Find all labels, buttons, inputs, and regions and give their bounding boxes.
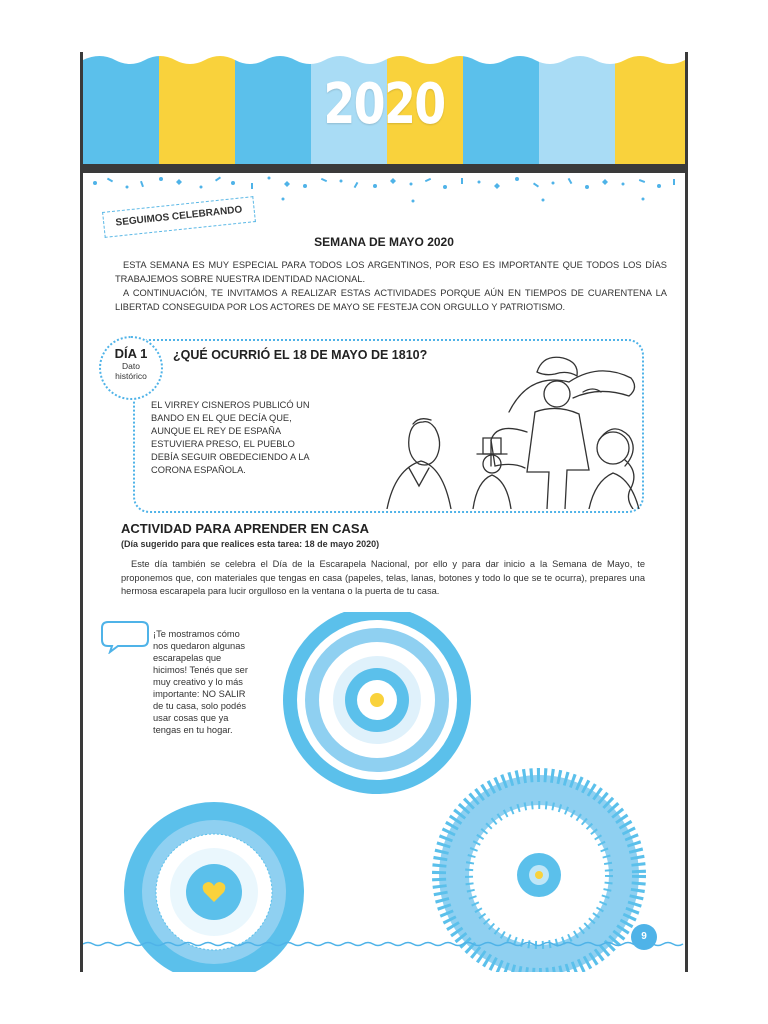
document-page xyxy=(80,52,688,972)
activity-text: Este día también se celebra el Día de la Escarapela Nacional, por ello y para dar inicio a la Semana de Mayo, te proponemos que, con materiales que tengas en casa (papeles, telas, lanas, botones y todo lo que se te ocurra), prepares una hermosa escarapela para lucir orgulloso en la ventana o la puerta de tu casa. xyxy=(121,559,645,596)
rosette-photos xyxy=(83,612,685,972)
activity-title: ACTIVIDAD PARA APRENDER EN CASA xyxy=(121,521,369,536)
banner-divider xyxy=(83,164,685,173)
bottom-wave-line xyxy=(83,941,685,947)
day-sub-2: histórico xyxy=(115,371,147,381)
rosette-note: ¡Te mostramos cómo nos quedaron algunas escarapelas que hicimos! Tenés que ser muy creativo y lo más importante: NO SALIR de tu casa, solo podés usar cosas que ya tengas en tu hogar. xyxy=(153,629,248,735)
page-number: 9 xyxy=(631,924,657,950)
intro-paragraph-1: ESTA SEMANA ES MUY ESPECIAL PARA TODOS LOS ARGENTINOS, POR ESO ES IMPORTANTE QUE TODOS LOS DÍAS TRABAJEMOS SOBRE NUESTRA IDENTIDAD NACIONAL. xyxy=(115,260,667,284)
section-ribbon: SEGUIMOS CELEBRANDO xyxy=(102,196,256,238)
historical-fact-text: EL VIRREY CISNEROS PUBLICÓ UN BANDO EN EL QUE DECÍA QUE, AUNQUE EL REY DE ESPAÑA ESTUVIERA PRESO, EL PUEBLO DEBÍA SEGUIR OBEDECIENDO A LA CORONA ESPAÑOLA. xyxy=(151,400,310,475)
historical-question: ¿QUÉ OCURRIÓ EL 18 DE MAYO DE 1810? xyxy=(173,348,428,362)
header-banner xyxy=(83,52,685,164)
rosette-top-icon xyxy=(283,612,471,794)
day-label: DÍA 1 xyxy=(114,346,148,361)
day-badge xyxy=(99,336,163,400)
intro-text xyxy=(115,258,667,314)
activity-subtitle: (Día sugerido para que realices esta tarea: 18 de mayo 2020) xyxy=(121,539,380,549)
day-sub-1: Dato xyxy=(122,361,140,371)
banner-wave xyxy=(83,52,685,72)
page-title: SEMANA DE MAYO 2020 xyxy=(314,235,454,249)
year-title: 2020 xyxy=(323,72,445,137)
historical-illustration xyxy=(313,352,643,509)
intro-paragraph-2: A CONTINUACIÓN, TE INVITAMOS A REALIZAR ESTAS ACTIVIDADES PORQUE AÚN EN TIEMPOS DE CUARENTENA LA LIBERTAD CONSEGUIDA POR LOS ACTORES DE MAYO SE FESTEJA CON ORGULLO Y PATRIOTISMO. xyxy=(115,288,667,312)
